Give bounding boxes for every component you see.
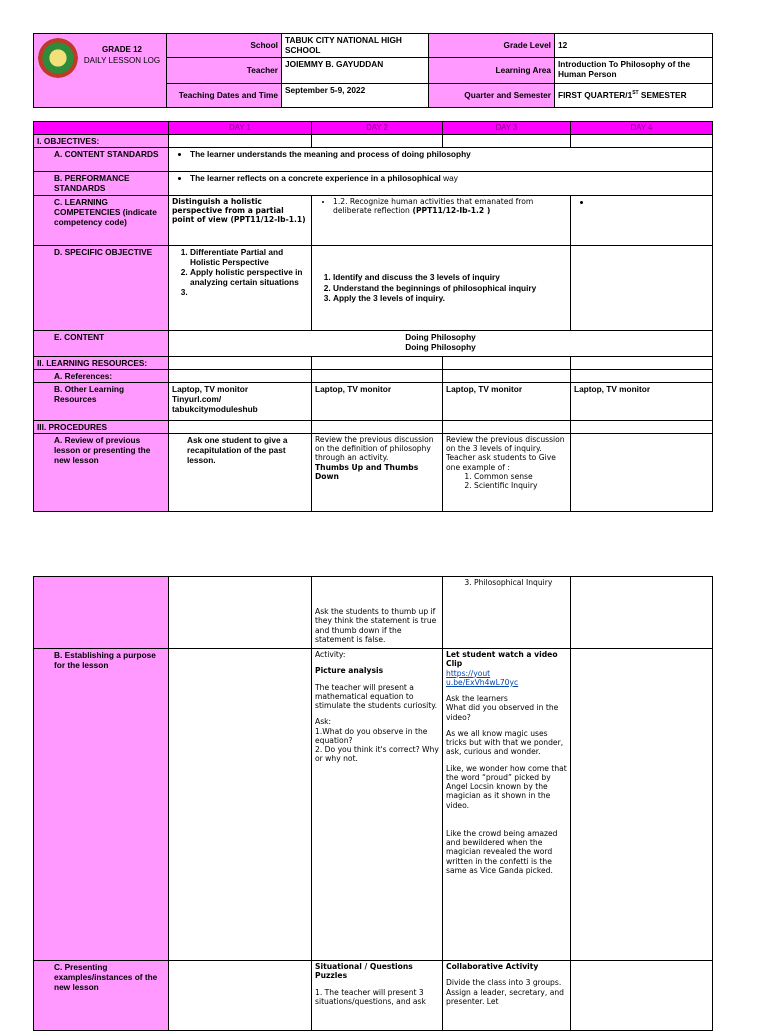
competency-day2: • 1.2. Recognize human activities that emanated from deliberate reflection (PPT11/12-Ib-1.2 ) <box>312 195 571 245</box>
competencies-label: C. LEARNING COMPETENCIES (indicate competency code) <box>34 195 169 245</box>
day-header-4: DAY 4 <box>571 122 713 135</box>
specific-objective-label: D. SPECIFIC OBJECTIVE <box>34 245 169 330</box>
learning-area-value: Introduction To Philosophy of the Human Person <box>555 58 713 84</box>
dates-label: Teaching Dates and Time <box>167 84 282 108</box>
learning-area-label: Learning Area <box>429 58 555 84</box>
purpose-day3: Let student watch a video Clip https://yout u.be/ExVh4wL70yc Ask the learners What did you observed in the video? As we all know magic uses tricks but with that we ponder, ask, curious and wonder. Like, we wonder how come that the word “proud” picked by Angel Locsin known by the magician as it shown in the video. Like the crowd being amazed and bewildered when the magician revealed the word written in the confetti is the same as Vice Ganda picked. <box>443 649 571 961</box>
performance-text: • The learner reflects on a concrete experience in a philosophical way <box>169 171 713 195</box>
review-day3-item3: 3. Philosophical Inquiry <box>443 577 571 649</box>
resources-heading: II. LEARNING RESOURCES: <box>34 356 169 369</box>
review-label: A. Review of previous lesson or presenting the new lesson <box>34 433 169 511</box>
header-table <box>33 33 713 108</box>
dates-value: September 5-9, 2022 <box>282 84 429 108</box>
other-resources-day4: Laptop, TV monitor <box>571 382 713 420</box>
header-logo-cell <box>34 34 167 108</box>
procedures-heading: III. PROCEDURES <box>34 420 169 433</box>
other-resources-label: B. Other Learning Resources <box>34 382 169 420</box>
content-standards-label: A. CONTENT STANDARDS <box>34 147 169 171</box>
teacher-value: JOIEMMY B. GAYUDDAN <box>282 58 429 84</box>
teacher-label: Teacher <box>167 58 282 84</box>
presenting-label: C. Presenting examples/instances of the new lesson <box>34 961 169 1031</box>
review-day1: Ask one student to give a recapitulation of the past lesson. <box>169 433 312 511</box>
log-title: DAILY LESSON LOG <box>83 56 161 66</box>
school-value: TABUK CITY NATIONAL HIGH SCHOOL <box>282 34 429 58</box>
grade-level-label: Grade Level <box>429 34 555 58</box>
review-day3: Review the previous discussion on the 3 levels of inquiry. Teacher ask students to Give one example of : 1. Common sense 2. Scientific Inquiry <box>443 433 571 511</box>
presenting-day3: Collaborative Activity Divide the class into 3 groups. Assign a leader, secretary, and presenter. Let <box>443 961 571 1031</box>
content-text: Doing Philosophy Doing Philosophy <box>169 330 713 356</box>
day-header-1: DAY 1 <box>169 122 312 135</box>
presenting-day2: Situational / Questions Puzzles 1. The teacher will present 3 situations/questions, and ask <box>312 961 443 1031</box>
objectives-heading: I. OBJECTIVES: <box>34 134 169 147</box>
school-seal-icon <box>38 38 78 78</box>
purpose-day2: Activity: Picture analysis The teacher will present a mathematical equation to stimulate the students curiosity. Ask: 1.What do you observe in the equation? 2. Do you think it's correct? Why or why not. <box>312 649 443 961</box>
other-resources-day3: Laptop, TV monitor <box>443 382 571 420</box>
grade-level-value: 12 <box>555 34 713 58</box>
quarter-value: FIRST QUARTER/1ST SEMESTER <box>555 84 713 108</box>
day-header-3: DAY 3 <box>443 122 571 135</box>
day-header-blank <box>34 122 169 135</box>
competency-day4 <box>571 195 713 245</box>
other-resources-day1: Laptop, TV monitor Tinyurl.com/ tabukcitymoduleshub <box>169 382 312 420</box>
references-label: A. References: <box>34 369 169 382</box>
lesson-table-page2 <box>33 576 713 1031</box>
day-header-2: DAY 2 <box>312 122 443 135</box>
specific-objective-day1: 1. Differentiate Partial and Holistic Perspective 2. Apply holistic perspective in analyzing certain situations 3. <box>169 245 312 330</box>
performance-label: B. PERFORMANCE STANDARDS <box>34 171 169 195</box>
other-resources-day2: Laptop, TV monitor <box>312 382 443 420</box>
purpose-label: B. Establishing a purpose for the lesson <box>34 649 169 961</box>
specific-objective-day23: 1. Identify and discuss the 3 levels of inquiry 2. Understand the beginnings of philosophical inquiry 3. Apply the 3 levels of inquiry. <box>312 245 571 330</box>
lesson-table <box>33 121 713 512</box>
competency-day1: Distinguish a holistic perspective from a partial point of view (PPT11/12-Ib-1.1) <box>169 195 312 245</box>
grade-title: GRADE 12 <box>101 45 142 54</box>
content-label: E. CONTENT <box>34 330 169 356</box>
video-link[interactable]: https://yout u.be/ExVh4wL70yc <box>446 668 519 687</box>
quarter-label: Quarter and Semester <box>429 84 555 108</box>
school-label: School <box>167 34 282 58</box>
review-day2: Review the previous discussion on the definition of philosophy through an activity. Thumbs Up and Thumbs Down <box>312 433 443 511</box>
thumb-instructions: Ask the students to thumb up if they think the statement is true and thumb down if the statement is false. <box>312 577 443 649</box>
content-standards-text: • The learner understands the meaning and process of doing philosophy <box>169 147 713 171</box>
